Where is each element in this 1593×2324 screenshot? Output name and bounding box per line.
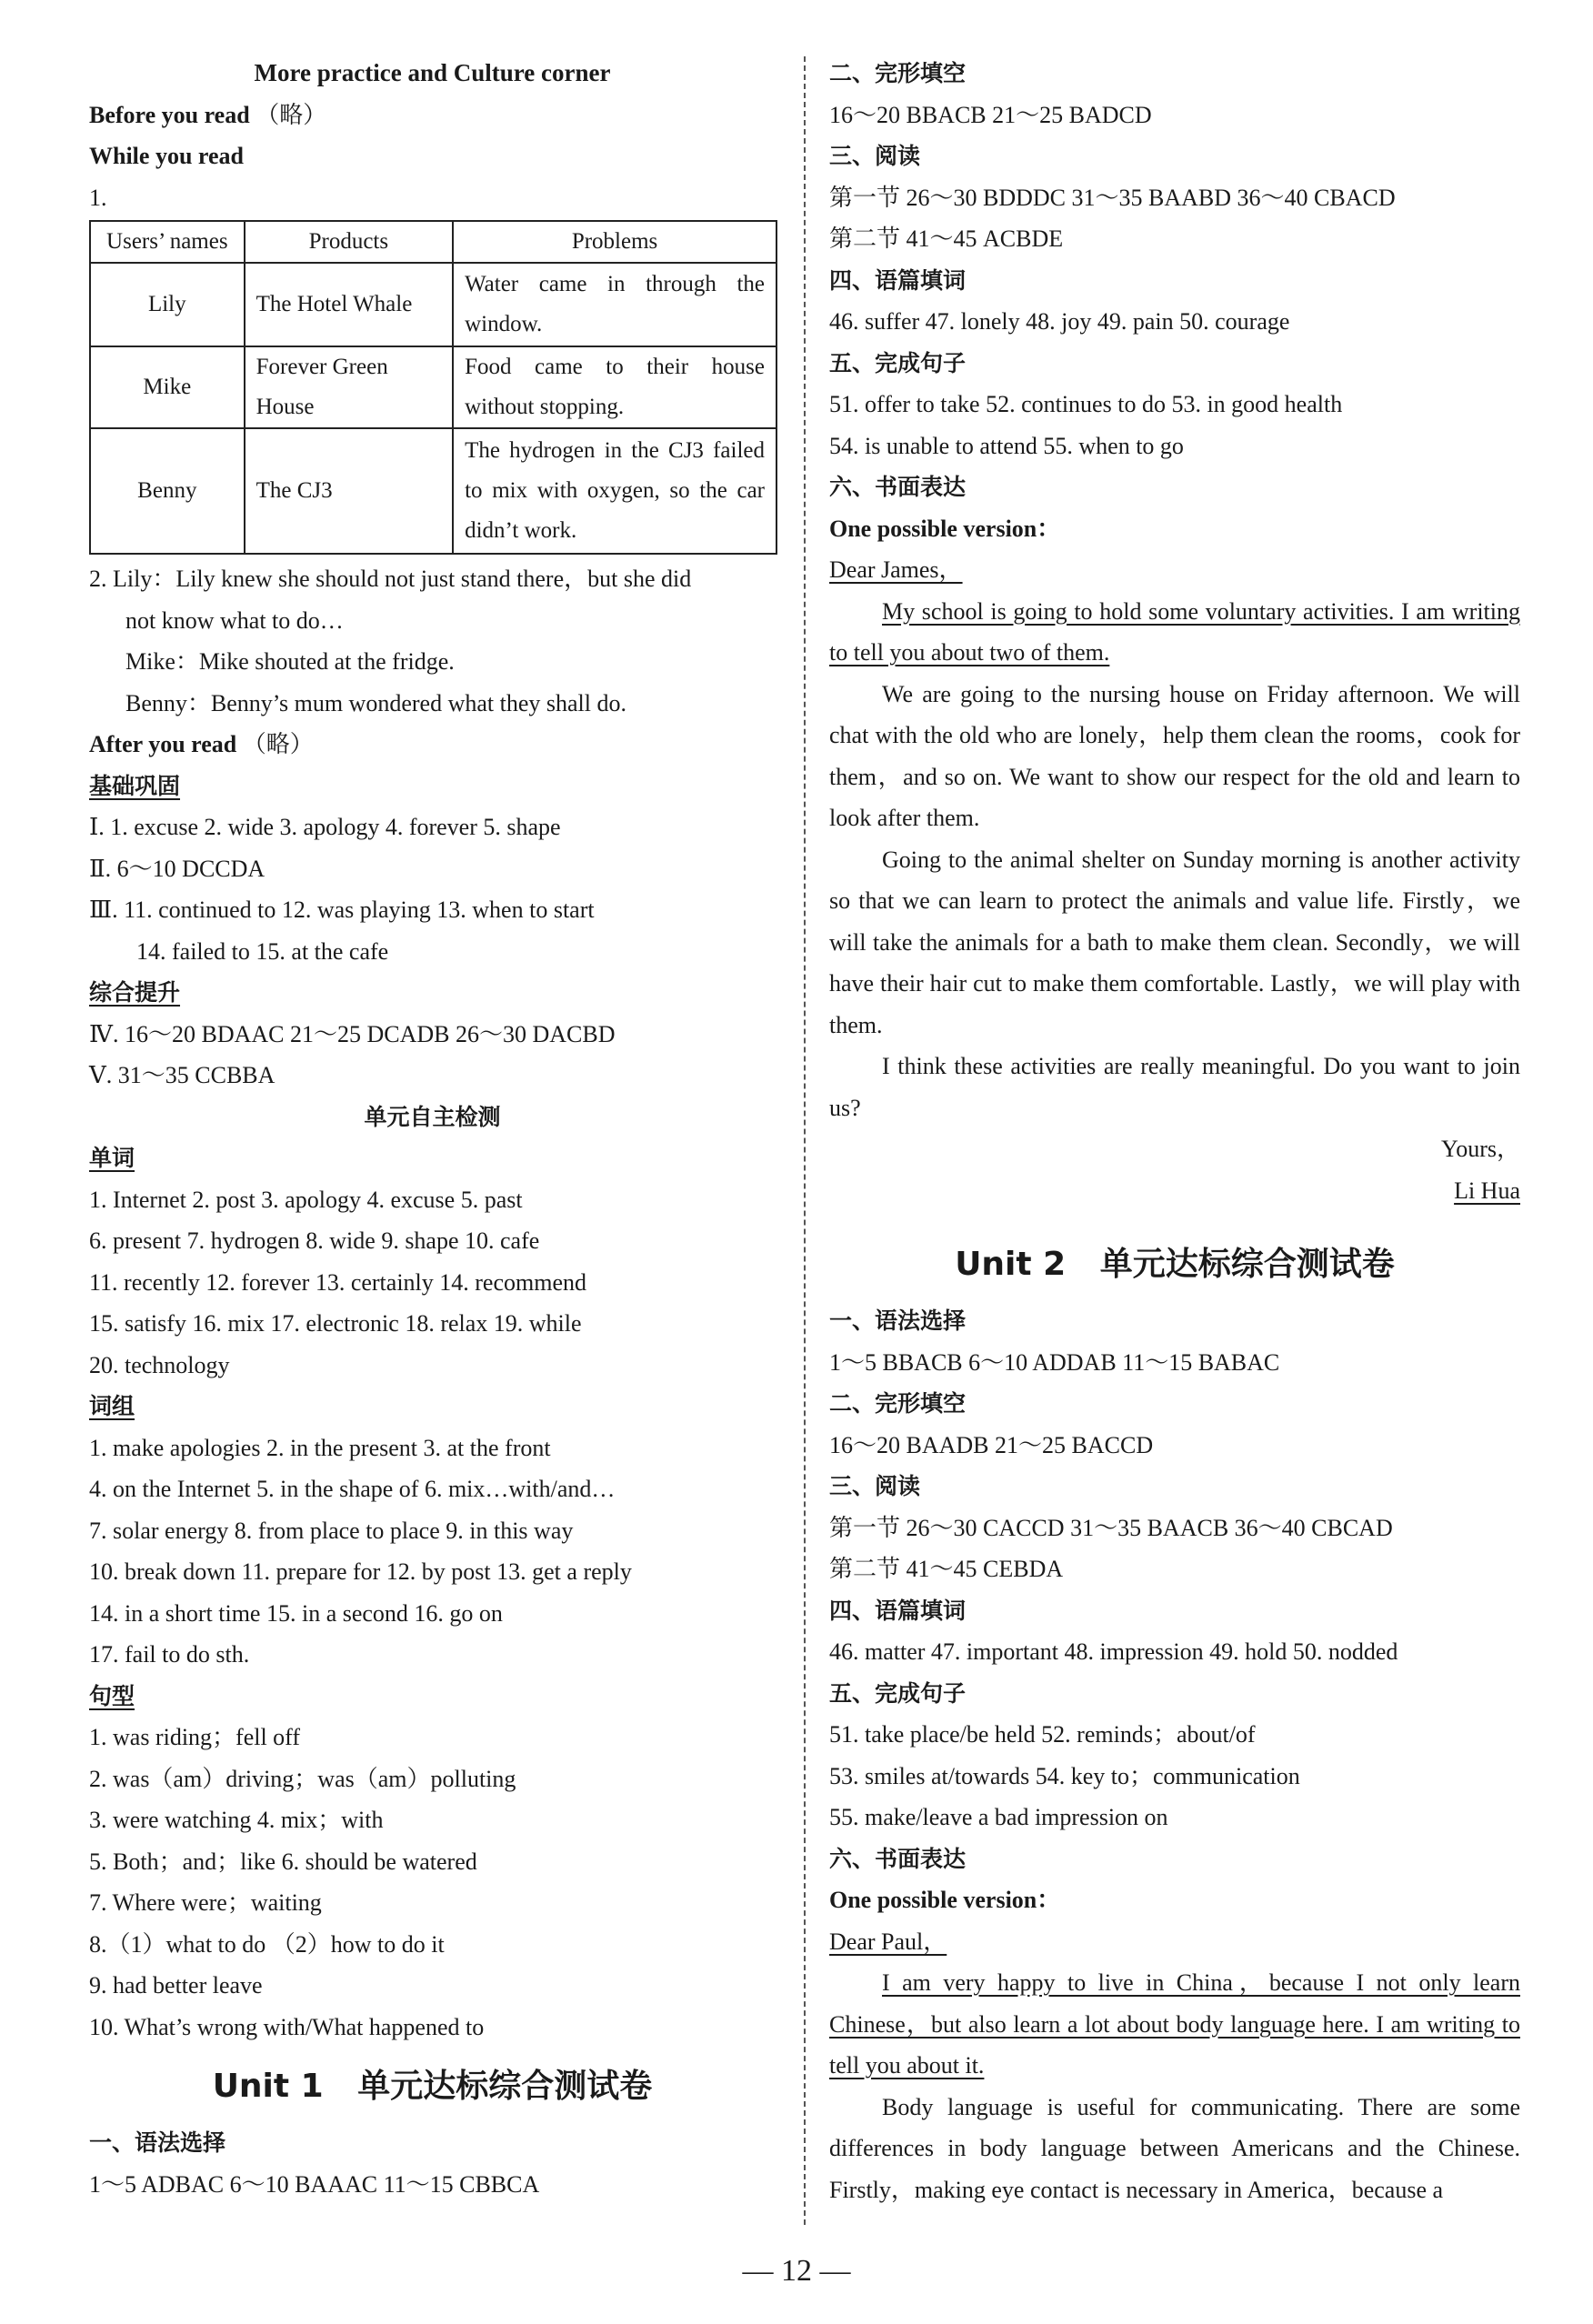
section-heading: 句型 — [89, 1682, 135, 1709]
version-label: One possible version： — [829, 1887, 1061, 1913]
answer-line: 16～20 BBACB 21～25 BADCD — [829, 101, 1152, 128]
left-column — [89, 53, 776, 2205]
answer-line: 53. smiles at/towards 54. key to；communication — [829, 1762, 1300, 1789]
section-heading: 一、语法选择 — [89, 2129, 226, 2156]
answer-line: 1. was riding；fell off — [89, 1724, 301, 1750]
table-cell: Food came to their house without stopping. — [453, 346, 776, 428]
section-heading: 二、完形填空 — [829, 1390, 967, 1417]
answer-line: 5. Both；and；like 6. should be watered — [89, 1848, 477, 1875]
answer-line: Ⅱ. 6～10 DCCDA — [89, 855, 266, 882]
answer-line: 4. on the Internet 5. in the shape of 6. mix…with/and… — [89, 1476, 616, 1502]
section-heading: 词组 — [89, 1393, 135, 1419]
table-cell: Lily — [90, 263, 245, 346]
answer-line: 7. solar energy 8. from place to place 9. in this way — [89, 1517, 574, 1544]
answer-line: 9. had better leave — [89, 1972, 263, 1998]
letter-closing: Yours， — [1441, 1136, 1520, 1162]
version-label: One possible version： — [829, 515, 1061, 542]
answer-line: 51. offer to take 52. continues to do 53. in good health — [829, 391, 1343, 417]
unit2-title: Unit 2 单元达标综合测试卷 — [955, 1246, 1395, 1283]
answer-line: 第一节 26～30 BDDDC 31～35 BAABD 36～40 CBACD — [829, 184, 1396, 211]
table-row — [90, 263, 776, 346]
answer-line: 2. was（am）driving；was（am）polluting — [89, 1765, 516, 1792]
right-column — [829, 53, 1520, 2210]
answer-line: 10. What’s wrong with/What happened to — [89, 2013, 485, 2040]
answer-line: 11. recently 12. forever 13. certainly 14. recommend — [89, 1268, 586, 1296]
table-header: Users’ names — [90, 221, 245, 263]
answer-line: Ⅲ. 11. continued to 12. was playing 13. when to start — [89, 897, 595, 923]
section-heading: 五、完成句子 — [829, 349, 967, 376]
letter-greeting: Dear Paul， — [829, 1928, 947, 1955]
table-row — [90, 346, 776, 428]
answer-line: 51. take place/be held 52. reminds；about/of — [829, 1721, 1256, 1748]
answer-line: Benny：Benny’s mum wondered what they shall do. — [125, 689, 626, 716]
answer-line: Ⅳ. 16～20 BDAAC 21～25 DCADB 26～30 DACBD — [89, 1020, 616, 1047]
self-test-title: 单元自主检测 — [364, 1103, 501, 1130]
table-cell: Mike — [90, 346, 245, 428]
section-heading: 基础巩固 — [89, 772, 181, 799]
section-title: More practice and Culture corner — [254, 59, 611, 86]
answer-line: 6. present 7. hydrogen 8. wide 9. shape 10. cafe — [89, 1227, 540, 1254]
section-heading: 五、完成句子 — [829, 1679, 967, 1707]
letter-paragraph: I think these activities are really meaningful. Do you want to join us? — [829, 1053, 1520, 1121]
section-heading: 六、书面表达 — [829, 1845, 967, 1872]
section-heading: 二、完形填空 — [829, 60, 967, 86]
answer-line: 46. matter 47. important 48. impression 49. hold 50. nodded — [829, 1638, 1398, 1665]
answer-line: 7. Where were；waiting — [89, 1889, 322, 1916]
table-cell: Forever Green House — [245, 346, 453, 428]
table-cell: Water came in through the window. — [453, 263, 776, 346]
section-heading: 三、阅读 — [829, 1473, 921, 1499]
answer-line: Ⅰ. 1. excuse 2. wide 3. apology 4. forever 5. shape — [89, 814, 561, 840]
table-row — [90, 428, 776, 554]
answer-line: 14. in a short time 15. in a second 16. go on — [89, 1599, 503, 1627]
letter-intro: My school is going to hold some voluntary activities. I am writing to tell you about two of them. — [829, 597, 1520, 666]
table-cell: The Hotel Whale — [245, 263, 453, 346]
answer-line: 1. make apologies 2. in the present 3. at the front — [89, 1434, 551, 1461]
answer-line: 2. Lily：Lily knew she should not just stand there，but she did — [89, 566, 692, 592]
answer-line: 10. break down 11. prepare for 12. by post 13. get a reply — [89, 1558, 632, 1585]
unit1-title: Unit 1 单元达标综合测试卷 — [212, 2068, 653, 2105]
section-heading: 四、语篇填词 — [829, 266, 967, 294]
section-heading: 单词 — [89, 1145, 135, 1171]
table-header: Problems — [453, 221, 776, 263]
answer-line: 第一节 26～30 CACCD 31～35 BAACB 36～40 CBCAD — [829, 1514, 1393, 1541]
page-number: — 12 — — [742, 2254, 851, 2288]
answer-line: 8.（1）what to do （2）how to do it — [89, 1930, 445, 1958]
answer-line: 55. make/leave a bad impression on — [829, 1804, 1168, 1830]
letter-paragraph: Going to the animal shelter on Sunday morning is another activity so that we can learn to protect the animals and value life. Firstly，we will take the animals for a bath to make them clean. Secondly，we will have their hair cut to make them comfortable. Lastly，we will play with them. — [829, 846, 1520, 1038]
answer-line: 16～20 BAADB 21～25 BACCD — [829, 1431, 1154, 1458]
letter-signature: Li Hua — [1454, 1177, 1520, 1204]
answer-line: 54. is unable to attend 55. when to go — [829, 432, 1184, 459]
letter-greeting: Dear James， — [829, 556, 963, 583]
section-heading: 一、语法选择 — [829, 1307, 967, 1334]
letter-paragraph: Body language is useful for communicating. There are some differences in body language between Americans and the Chinese. Firstly，making eye contact is necessary in America，because a — [829, 2093, 1520, 2203]
answer-line: 3. were watching 4. mix；with — [89, 1807, 384, 1833]
answer-line: 第二节 41～45 CEBDA — [829, 1556, 1064, 1582]
answer-line: 17. fail to do sth. — [89, 1641, 250, 1668]
answer-line: 46. suffer 47. lonely 48. joy 49. pain 50. courage — [829, 308, 1290, 335]
before-you-read: Before you read （略） — [89, 101, 327, 128]
answer-line: 20. technology — [89, 1351, 230, 1378]
answer-line: Ⅴ. 31～35 CCBBA — [89, 1062, 276, 1088]
question-1: 1. — [89, 184, 107, 211]
letter-intro: I am very happy to live in China，because I not only learn Chinese，but also learn a lot about body language here. I am writing to tell you about it. — [829, 1969, 1520, 2079]
table-cell: The CJ3 — [245, 428, 453, 554]
section-heading: 综合提升 — [89, 979, 181, 1006]
section-heading: 四、语篇填词 — [829, 1597, 967, 1624]
answer-line: 15. satisfy 16. mix 17. electronic 18. relax 19. while — [89, 1310, 582, 1337]
table-header-row — [90, 221, 776, 263]
section-heading: 三、阅读 — [829, 143, 921, 169]
answer-line: 14. failed to 15. at the cafe — [136, 937, 389, 965]
section-heading: 六、书面表达 — [829, 474, 967, 500]
answer-line: not know what to do… — [125, 606, 344, 634]
table-header: Products — [245, 221, 453, 263]
answer-line: 1～5 ADBAC 6～10 BAAAC 11～15 CBBCA — [89, 2170, 540, 2198]
answer-line: 1～5 BBACB 6～10 ADDAB 11～15 BABAC — [829, 1348, 1280, 1376]
while-you-read: While you read — [89, 143, 244, 169]
answer-line: 第二节 41～45 ACBDE — [829, 225, 1064, 252]
problems-table — [89, 220, 777, 555]
answer-line: Mike：Mike shouted at the fridge. — [125, 648, 455, 675]
answer-line: 1. Internet 2. post 3. apology 4. excuse 5. past — [89, 1186, 523, 1213]
after-you-read: After you read （略） — [89, 731, 314, 757]
table-cell: Benny — [90, 428, 245, 554]
letter-paragraph: We are going to the nursing house on Friday afternoon. We will chat with the old who are lonely，help them clean the rooms，cook for them，and so on. We want to show our respect for the old and learn to look after them. — [829, 680, 1520, 831]
column-divider — [804, 56, 806, 2225]
table-cell: The hydrogen in the CJ3 failed to mix with oxygen, so the car didn’t work. — [453, 428, 776, 554]
